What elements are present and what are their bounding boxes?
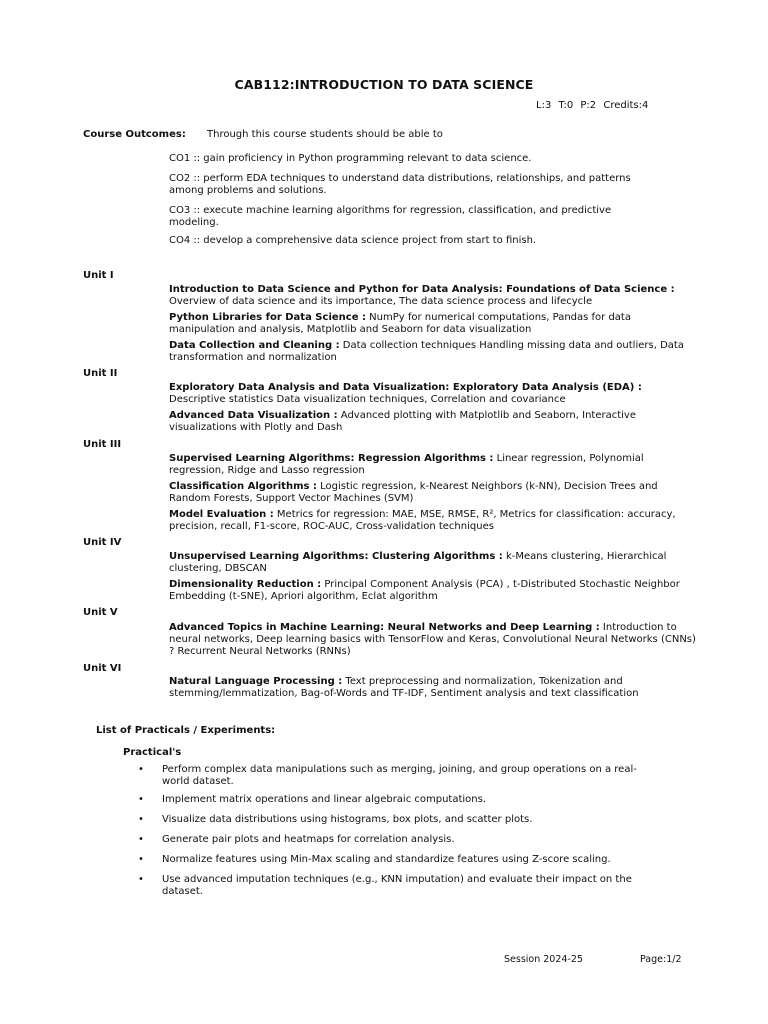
unit-topic [169, 481, 694, 505]
unit-topic [169, 579, 709, 603]
course-outcome-item: CO2 :: perform EDA techniques to understand data distributions, relationships, and patterns among problems and solutions. [169, 173, 631, 196]
bullet-icon: • [138, 874, 144, 885]
topic-body: Overview of data science and its importance, The data science process and lifecycle [169, 296, 593, 307]
bullet-icon: • [138, 794, 144, 805]
topic-body: Principal Component Analysis (PCA) , t-Distributed Stochastic Neighbor Embedding (t-SNE), Apriori algorithm, Eclat algorithm [169, 579, 680, 602]
practicals-heading: List of Practicals / Experiments: [96, 725, 276, 736]
topic-heading: Unsupervised Learning Algorithms: Clustering Algorithms : [169, 551, 503, 562]
practical-item: Use advanced imputation techniques (e.g., KNN imputation) and evaluate their impact on the dataset. [162, 874, 632, 897]
unit-topic [169, 382, 669, 406]
unit-topic [169, 509, 704, 533]
topic-body: NumPy for numerical computations, Pandas for data manipulation and analysis, Matplotlib and Seaborn for data visualization [169, 312, 631, 335]
unit-topic [169, 410, 669, 434]
course-outcome-item: CO3 :: execute machine learning algorithms for regression, classification, and predictive modeling. [169, 205, 612, 228]
unit-topic [169, 622, 699, 658]
unit-label: Unit II [83, 368, 118, 379]
topic-heading: Python Libraries for Data Science : [169, 312, 366, 323]
topic-body: Data collection techniques Handling missing data and outliers, Data transformation and normalization [169, 340, 684, 363]
topic-body: Descriptive statistics Data visualization techniques, Correlation and covariance [169, 394, 566, 405]
page-title: CAB112:INTRODUCTION TO DATA SCIENCE [234, 77, 534, 92]
unit-topic [169, 453, 669, 477]
unit-label: Unit III [83, 439, 122, 450]
practical-item: Visualize data distributions using histograms, box plots, and scatter plots. [162, 814, 533, 825]
topic-heading: Supervised Learning Algorithms: Regression Algorithms : [169, 453, 494, 464]
unit-topic [169, 312, 649, 336]
unit-label: Unit VI [83, 663, 122, 674]
course-outcome-item: CO1 :: gain proficiency in Python programming relevant to data science. [169, 153, 532, 164]
unit-topic [169, 284, 704, 308]
practicals-subheading: Practical's [123, 747, 182, 758]
topic-heading: Classification Algorithms : [169, 481, 317, 492]
topic-body: Text preprocessing and normalization, Tokenization and stemming/lemmatization, Bag-of-Words and TF-IDF, Sentiment analysis and text classification [169, 676, 639, 699]
course-outcomes-label: Course Outcomes: [83, 129, 186, 140]
topic-body: Advanced plotting with Matplotlib and Seaborn, Interactive visualizations with Plotly and Dash [169, 410, 636, 433]
topic-heading: Advanced Data Visualization : [169, 410, 338, 421]
unit-topic [169, 676, 669, 700]
bullet-icon: • [138, 834, 144, 845]
unit-topic [169, 340, 704, 364]
unit-label: Unit I [83, 270, 114, 281]
topic-heading: Data Collection and Cleaning : [169, 340, 340, 351]
practical-item: Implement matrix operations and linear algebraic computations. [162, 794, 487, 805]
unit-label: Unit V [83, 607, 118, 618]
topic-heading: Advanced Topics in Machine Learning: Neural Networks and Deep Learning : [169, 622, 600, 633]
topic-heading: Model Evaluation : [169, 509, 274, 520]
topic-body: Introduction to neural networks, Deep learning basics with TensorFlow and Keras, Convolutional Neural Networks (CNNs) ? Recurrent Neural Networks (RNNs) [169, 622, 696, 657]
course-outcomes-intro: Through this course students should be able to [207, 129, 443, 140]
practical-item: Generate pair plots and heatmaps for correlation analysis. [162, 834, 455, 845]
footer-page-number: Page:1/2 [640, 954, 682, 965]
topic-heading: Exploratory Data Analysis and Data Visualization: Exploratory Data Analysis (EDA) : [169, 382, 642, 393]
topic-body: k-Means clustering, Hierarchical clustering, DBSCAN [169, 551, 667, 574]
unit-label: Unit IV [83, 537, 122, 548]
topic-body: Metrics for regression: MAE, MSE, RMSE, R², Metrics for classification: accuracy, precision, recall, F1-score, ROC-AUC, Cross-validation techniques [169, 509, 676, 532]
topic-body: Logistic regression, k-Nearest Neighbors (k-NN), Decision Trees and Random Forests, Support Vector Machines (SVM) [169, 481, 658, 504]
bullet-icon: • [138, 854, 144, 865]
topic-heading: Dimensionality Reduction : [169, 579, 322, 590]
unit-topic [169, 551, 689, 575]
bullet-icon: • [138, 814, 144, 825]
topic-body: Linear regression, Polynomial regression, Ridge and Lasso regression [169, 453, 644, 476]
footer-session: Session 2024-25 [504, 954, 583, 965]
course-outcome-item: CO4 :: develop a comprehensive data science project from start to finish. [169, 235, 537, 246]
credits-line: L:3 T:0 P:2 Credits:4 [536, 100, 649, 111]
practical-item: Normalize features using Min-Max scaling and standardize features using Z-score scaling. [162, 854, 611, 865]
topic-heading: Introduction to Data Science and Python for Data Analysis: Foundations of Data Science : [169, 284, 675, 295]
bullet-icon: • [138, 764, 144, 775]
practical-item: Perform complex data manipulations such as merging, joining, and group operations on a real-world dataset. [162, 764, 637, 787]
topic-heading: Natural Language Processing : [169, 676, 343, 687]
